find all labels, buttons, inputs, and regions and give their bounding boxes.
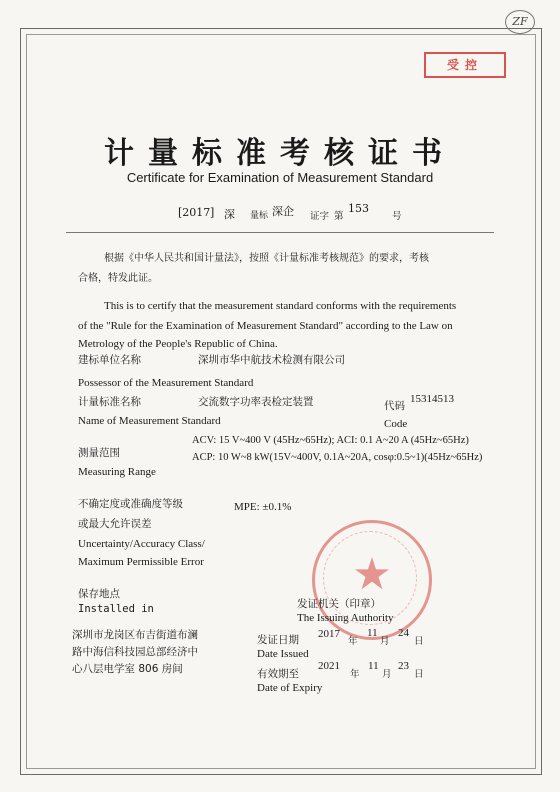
location-line2: 路中海信科技园总部经济中 xyxy=(72,646,198,658)
location-line1: 深圳市龙岗区布吉街道布澜 xyxy=(72,629,198,641)
cert-shen: 深 xyxy=(224,208,235,221)
intro-cn-line1: 根据《中华人民共和国计量法》，按照《计量标准考核规范》的要求，考核 xyxy=(104,253,429,264)
standard-label-cn: 计量标准名称 xyxy=(78,396,141,408)
issued-ri: 日 xyxy=(414,636,424,647)
standard-label-en: Name of Measurement Standard xyxy=(78,415,221,427)
cert-bracket: ] xyxy=(210,206,215,219)
issued-month: 11 xyxy=(367,627,378,639)
cert-hao: 号 xyxy=(392,211,402,222)
cert-number: 153 xyxy=(348,202,369,215)
uncertainty-label-en1: Uncertainty/Accuracy Class/ xyxy=(78,538,205,550)
corner-handwritten-mark: ZF xyxy=(505,10,535,34)
issued-nian: 年 xyxy=(348,636,358,647)
title-chinese: 计量标准考核证书 xyxy=(104,136,456,171)
uncertainty-label-cn2: 或最大允许误差 xyxy=(78,518,152,530)
issued-label-cn: 发证日期 xyxy=(257,634,299,646)
expiry-nian: 年 xyxy=(350,669,360,680)
standard-value: 交流数字功率表检定装置 xyxy=(198,396,314,408)
authority-label-cn: 发证机关（印章） xyxy=(297,598,381,610)
expiry-day: 23 xyxy=(398,660,409,672)
cert-liangbiao: 量标 xyxy=(250,211,269,221)
issued-label-en: Date Issued xyxy=(257,648,309,660)
issued-yue: 月 xyxy=(380,636,390,647)
issued-day: 24 xyxy=(398,627,409,639)
code-label-cn: 代码 xyxy=(384,400,405,412)
expiry-year: 2021 xyxy=(318,660,340,672)
cert-zhengzi: 证字 xyxy=(310,211,330,222)
uncertainty-value: MPE: ±0.1% xyxy=(234,501,292,513)
code-value: 15314513 xyxy=(410,393,454,405)
intro-en-line3: Metrology of the People's Republic of China. xyxy=(78,338,278,350)
location-label-cn: 保存地点 xyxy=(78,588,120,600)
seal-star-icon: ★ xyxy=(352,549,392,600)
intro-cn-line2: 合格，特发此证。 xyxy=(78,273,158,284)
location-label-en: Installed in xyxy=(78,603,154,615)
possessor-label-en: Possessor of the Measurement Standard xyxy=(78,377,254,389)
controlled-stamp: 受控 xyxy=(424,52,506,78)
authority-label-en: The Issuing Authority xyxy=(297,612,394,624)
separator-line xyxy=(66,232,494,233)
expiry-yue: 月 xyxy=(382,669,392,680)
location-line3: 心八层电学室 806 房间 xyxy=(72,663,183,675)
title-english: Certificate for Examination of Measurement Standard xyxy=(126,170,434,185)
intro-en-line2: of the "Rule for the Examination of Measurement Standard" according to the Law on xyxy=(78,320,453,332)
range-label-en: Measuring Range xyxy=(78,466,156,478)
possessor-label-cn: 建标单位名称 xyxy=(78,354,141,366)
uncertainty-label-cn1: 不确定度或准确度等级 xyxy=(78,498,183,510)
expiry-label-cn: 有效期至 xyxy=(257,668,299,680)
expiry-label-en: Date of Expiry xyxy=(257,682,323,694)
cert-year: [2017 xyxy=(178,206,211,219)
possessor-value: 深圳市华中航技术检测有限公司 xyxy=(198,354,345,366)
range-label-cn: 测量范围 xyxy=(78,447,120,459)
expiry-ri: 日 xyxy=(414,669,424,680)
range-line1: ACV: 15 V~400 V (45Hz~65Hz); ACI: 0.1 A~20 A (45Hz~65Hz) xyxy=(192,435,469,446)
cert-di: 第 xyxy=(334,211,344,222)
code-label-en: Code xyxy=(384,418,408,430)
issued-year: 2017 xyxy=(318,628,340,640)
uncertainty-label-en2: Maximum Permissible Error xyxy=(78,556,204,568)
intro-en-line1: This is to certify that the measurement standard conforms with the requirements xyxy=(104,300,457,312)
expiry-month: 11 xyxy=(368,660,379,672)
range-line2: ACP: 10 W~8 kW(15V~400V, 0.1A~20A, cosφ:0.5~1)(45Hz~65Hz) xyxy=(192,452,483,463)
cert-shenqi: 深企 xyxy=(272,205,294,218)
